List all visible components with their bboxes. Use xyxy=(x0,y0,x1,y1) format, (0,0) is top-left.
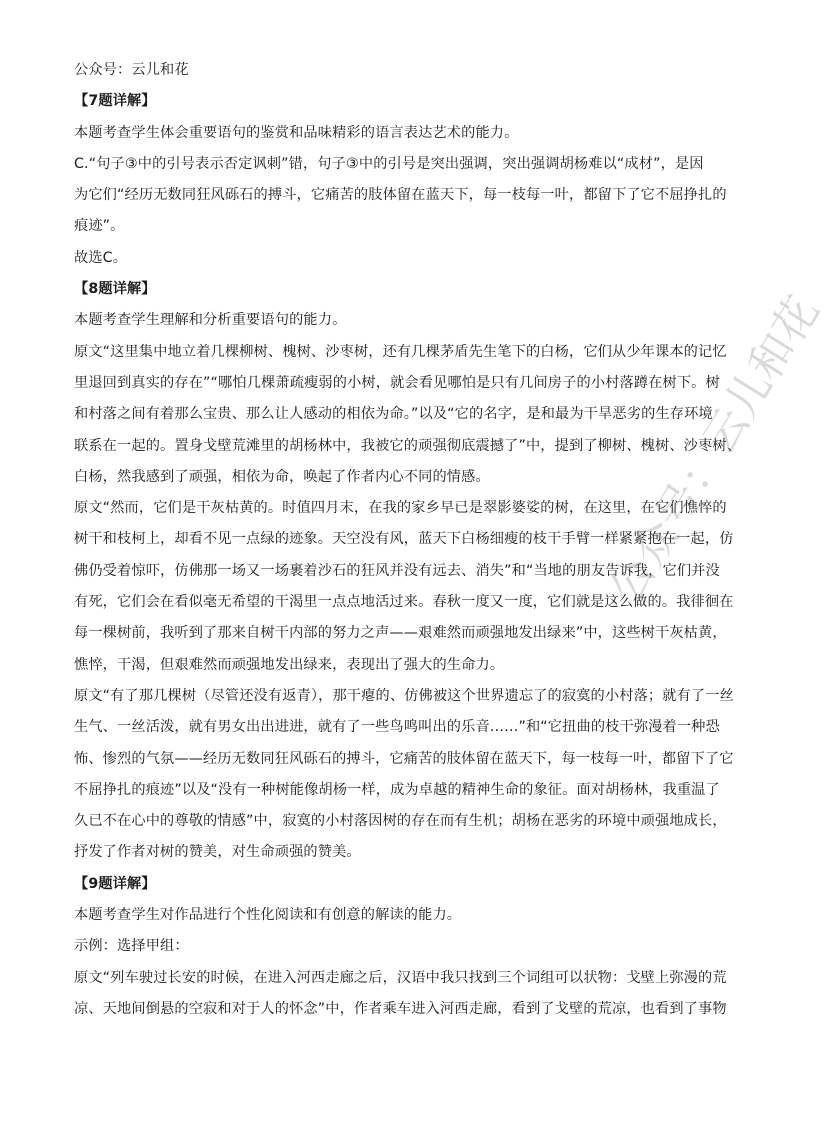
text-line: C.“句子③中的引号表示否定讽刺”错，句子③中的引号是突出强调，突出强调胡杨难以“成材”，是因 xyxy=(74,155,704,172)
text-line: 联系在一起的。置身戈壁荒滩里的胡杨林中，我被它的顽强彻底震撼了”中，提到了柳树、槐树、沙枣树、 xyxy=(74,437,742,454)
section-heading: 【7题详解】 xyxy=(74,93,156,110)
page-header: 公众号：云儿和花 xyxy=(74,62,189,78)
text-line: 本题考查学生体会重要语句的鉴赏和品味精彩的语言表达艺术的能力。 xyxy=(74,124,519,141)
text-line: 原文“列车驶过长安的时候，在进入河西走廊之后，汉语中我只找到三个词组可以状物：戈壁上弥漫的荒 xyxy=(74,969,727,986)
text-line: 树干和枝柯上，却看不见一点绿的迹象。天空没有风，蓝天下白杨细瘦的枝干手臂一样紧紧抱在一起，仿 xyxy=(74,531,734,548)
text-line: 原文“有了那几棵树（尽管还没有返青），那干瘪的、仿佛被这个世界遗忘了的寂寞的小村落；就有了一丝 xyxy=(74,687,734,704)
text-line: 白杨，然我感到了顽强，相依为命，唤起了作者内心不同的情感。 xyxy=(74,468,490,485)
text-line: 原文“然而，它们是干灰枯黄的。时值四月末，在我的家乡早已是翠影婆娑的树，在这里，在它们憔悴的 xyxy=(74,500,727,517)
text-line: 痕迹”。 xyxy=(74,218,125,235)
watermark: 公众号：云儿和花 xyxy=(599,287,830,613)
text-line: 本题考查学生理解和分析重要语句的能力。 xyxy=(74,312,347,329)
text-line: 为它们“经历无数同狂风砾石的搏斗，它痛苦的肢体留在蓝天下，每一枝每一叶，都留下了它不屈挣扎的 xyxy=(74,187,727,204)
document-page xyxy=(74,60,742,1030)
text-line: 示例：选择甲组： xyxy=(74,938,189,955)
text-line: 生气、一丝活泼，就有男女出出进进，就有了一些鸟鸣叫出的乐音……”和“它扭曲的枝干弥漫着一种恐 xyxy=(74,719,720,736)
section-heading: 【9题详解】 xyxy=(74,875,156,892)
text-line: 久已不在心中的尊敬的情感”中，寂寞的小村落因树的存在而有生机；胡杨在恶劣的环境中顽强地成长， xyxy=(74,813,727,830)
text-line: 有死，它们会在看似毫无希望的干渴里一点点地活过来。春秋一度又一度，它们就是这么做的。我徘徊在 xyxy=(74,594,734,611)
text-line: 憔悴，干渴，但艰难然而顽强地发出绿来，表现出了强大的生命力。 xyxy=(74,656,505,673)
text-line: 原文“这里集中地立着几棵柳树、槐树、沙枣树，还有几棵茅盾先生笔下的白杨，它们从少年课本的记忆 xyxy=(74,343,727,360)
section-heading: 【8题详解】 xyxy=(74,281,156,298)
text-line: 凉、天地间倒悬的空寂和对于人的怀念”中，作者乘车进入河西走廊，看到了戈壁的荒凉，也看到了事物 xyxy=(74,1000,727,1017)
text-line: 里退回到真实的存在”“哪怕几棵萧疏瘦弱的小树，就会看见哪怕是只有几间房子的小村落蹲在树下。树 xyxy=(74,374,720,391)
text-line: 故选C。 xyxy=(74,249,128,266)
text-line: 每一棵树前，我听到了那来自树干内部的努力之声——艰难然而顽强地发出绿来”中，这些树干灰枯黄， xyxy=(74,625,727,642)
document-body xyxy=(74,91,742,1020)
text-line: 佛仍受着惊吓，仿佛那一场又一场裹着沙石的狂风并没有远去、消失”和“当地的朋友告诉我，它们并没 xyxy=(74,562,720,579)
text-line: 抒发了作者对树的赞美，对生命顽强的赞美。 xyxy=(74,844,361,861)
text-line: 怖、惨烈的气氛——经历无数同狂风砾石的搏斗，它痛苦的肢体留在蓝天下，每一枝每一叶，都留下了它 xyxy=(74,750,734,767)
text-line: 不屈挣扎的痕迹”以及“没有一种树能像胡杨一样，成为卓越的精神生命的象征。面对胡杨林，我重温了 xyxy=(74,781,720,798)
text-line: 和村落之间有着那么宝贵、那么让人感动的相依为命。”以及“它的名字，是和最为干旱恶劣的生存环境 xyxy=(74,406,713,423)
text-line: 本题考查学生对作品进行个性化阅读和有创意的解读的能力。 xyxy=(74,907,462,924)
